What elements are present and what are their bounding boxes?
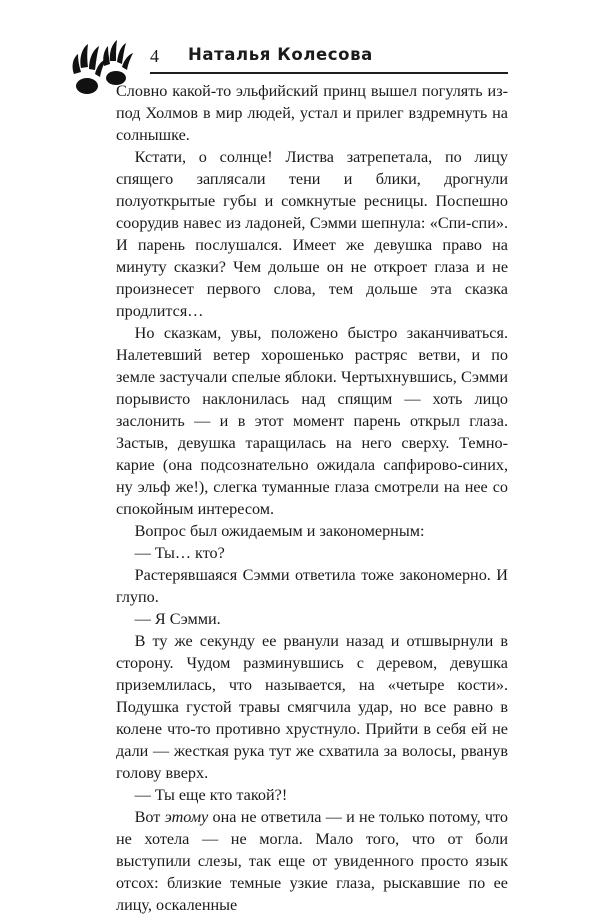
dialogue-line: — Ты еще кто такой?! bbox=[134, 786, 288, 804]
dialogue-line: — Я Сэмми. bbox=[134, 610, 221, 628]
running-header-author: Наталья Колесова bbox=[188, 45, 373, 64]
page-number: 4 bbox=[150, 46, 159, 66]
paragraph: Словно какой-то эльфийский принц вышел погулять из-под Холмов в мир людей, устал и прилег вздремнуть на солнышке. bbox=[116, 82, 508, 144]
paragraph: Кстати, о солнце! Листва затрепетала, по лицу спящего заплясали тени и блики, дрогнули полуоткрытые губы и сомкнутые ресницы. Поспешно соорудив навес из ладоней, Сэмми шепнула: «Спи-спи». И парень послушался. Имеет же девушка право на минуту сказки? Чем дольше он не откроет глаза и не произнесет первого слова, тем дольше эта сказка продлится… bbox=[116, 148, 508, 320]
paragraph: В ту же секунду ее рванули назад и отшвырнули в сторону. Чудом разминувшись с деревом, девушка приземлилась, что называется, на «четыре кости». Подушка густой травы смягчила удар, но все равно в колене что-то противно хрустнуло. Прийти в себя ей не дали — жесткая рука тут же схватила за волосы, рванув голову вверх. bbox=[116, 632, 508, 782]
paragraph-rest: не ответила — и не только потому, что не хотела — не могла. Мало того, что от боли выступили слезы, так еще от увиденного просто язык отсох: близкие темные узкие глаза, рыскавшие по ее лицу, оскаленные bbox=[116, 808, 509, 914]
header-rule bbox=[150, 72, 508, 74]
last-para-prefix: Вот bbox=[134, 808, 161, 826]
last-para-word: она bbox=[212, 808, 237, 826]
paragraph: Растерявшаяся Сэмми ответила тоже закономерно. И глупо. bbox=[116, 566, 508, 606]
emphasis-word: этому bbox=[164, 808, 209, 826]
paragraph bbox=[116, 806, 508, 916]
paragraph: Вопрос был ожидаемым и закономерным: bbox=[134, 522, 425, 540]
body-text bbox=[116, 80, 508, 916]
dialogue-line: — Ты… кто? bbox=[134, 544, 225, 562]
paragraph: Но сказкам, увы, положено быстро заканчиваться. Налетевший ветер хорошенько растряс ветви, и по земле застучали спелые яблоки. Чертыхнувшись, Сэмми порывисто наклонилась над спящим — хоть лицо заслонить — и в этот момент парень открыл глаза. Застыв, девушка таращилась на него сверху. Темно-карие (она подсознательно ожидала сапфирово-синих, ну эльф же!), слегка туманные глаза смотрели на нее со спокойным интересом. bbox=[116, 324, 508, 518]
